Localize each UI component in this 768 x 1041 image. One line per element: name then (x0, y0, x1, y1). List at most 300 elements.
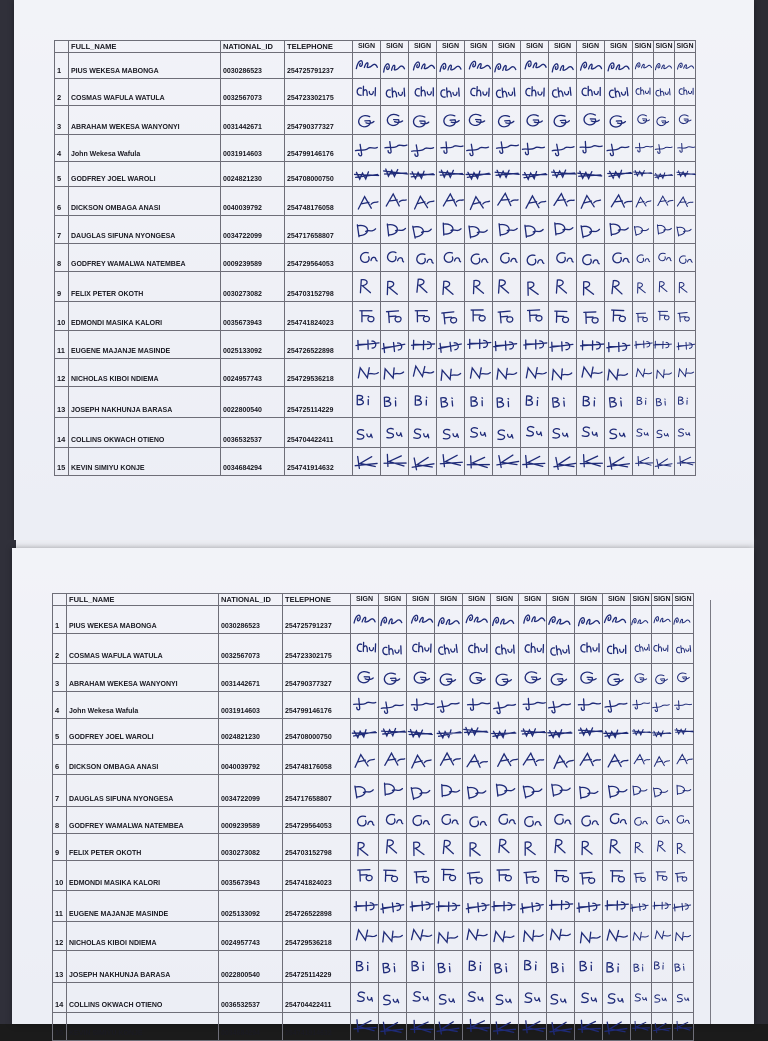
handwritten-signature (494, 278, 520, 296)
handwritten-signature (382, 139, 408, 157)
handwritten-signature (520, 669, 546, 687)
signature-cell (463, 922, 491, 951)
handwritten-signature (382, 221, 408, 239)
handwritten-signature (410, 57, 436, 75)
signature-cell (547, 861, 575, 891)
handwritten-signature (466, 249, 492, 267)
row-number: 6 (53, 745, 67, 775)
signature-cell (493, 387, 521, 418)
signature-cell (547, 807, 575, 834)
header-sign: SIGN (409, 41, 437, 53)
handwritten-signature (550, 192, 576, 210)
handwritten-signature (606, 111, 632, 129)
handwritten-signature (654, 364, 674, 382)
paper-sheet (14, 0, 754, 540)
handwritten-signature (410, 249, 436, 267)
handwritten-signature (520, 867, 546, 885)
signature-cell (633, 244, 654, 272)
handwritten-signature (492, 867, 518, 885)
signature-cell (575, 891, 603, 922)
signature-cell (519, 983, 547, 1013)
handwritten-signature (576, 867, 602, 885)
national-id-cell: 0032567073 (219, 634, 283, 664)
signature-cell (435, 606, 463, 634)
handwritten-signature (464, 611, 490, 629)
handwritten-signature (354, 336, 380, 354)
signature-cell (379, 775, 407, 807)
signature-cell (465, 135, 493, 162)
signature-cell (437, 135, 465, 162)
handwritten-signature (550, 393, 576, 411)
row-number: 15 (53, 1013, 67, 1041)
national-id-cell: 0030286523 (221, 53, 285, 79)
full-name-cell: GODFREY WAMALWA NATEMBEA (67, 807, 219, 834)
signature-cell (577, 135, 605, 162)
header-sign: SIGN (575, 594, 603, 606)
signature-cell (633, 418, 654, 448)
handwritten-signature (408, 1018, 434, 1036)
signature-cell (493, 216, 521, 244)
signature-cell (547, 606, 575, 634)
handwritten-signature (380, 811, 406, 829)
handwritten-signature (522, 336, 548, 354)
signature-cell (654, 448, 675, 476)
handwritten-signature (606, 278, 632, 296)
signature-cell (409, 302, 437, 331)
handwritten-signature (576, 696, 602, 714)
national-id-cell: 0035673943 (221, 302, 285, 331)
national-id-cell: 0031442671 (219, 664, 283, 692)
signature-cell (631, 891, 652, 922)
signature-cell (435, 861, 463, 891)
handwritten-signature (436, 927, 462, 945)
handwritten-signature (578, 192, 604, 210)
handwritten-signature (576, 611, 602, 629)
signature-cell (465, 106, 493, 135)
full-name-cell: DICKSON OMBAGA ANASI (67, 745, 219, 775)
signature-cell (605, 135, 633, 162)
signature-cell (631, 922, 652, 951)
handwritten-signature (576, 927, 602, 945)
handwritten-signature (631, 989, 651, 1007)
row-number: 7 (53, 775, 67, 807)
signature-cell (675, 162, 696, 187)
signature-cell (409, 135, 437, 162)
signature-cell (673, 775, 694, 807)
handwritten-signature (548, 611, 574, 629)
handwritten-signature (520, 958, 546, 976)
signature-cell (381, 244, 409, 272)
handwritten-signature (522, 139, 548, 157)
handwritten-signature (438, 364, 464, 382)
handwritten-signature (410, 307, 436, 325)
handwritten-signature (578, 393, 604, 411)
signature-cell (631, 834, 652, 861)
handwritten-signature (654, 307, 674, 325)
signature-cell (351, 891, 379, 922)
handwritten-signature (436, 897, 462, 915)
row-number: 13 (55, 387, 69, 418)
signature-cell (652, 606, 673, 634)
row-number: 1 (55, 53, 69, 79)
signature-cell (463, 983, 491, 1013)
full-name-cell: COSMAS WAFULA WATULA (67, 634, 219, 664)
full-name-cell: COSMAS WAFULA WATULA (69, 79, 221, 106)
handwritten-signature (494, 336, 520, 354)
handwritten-signature (408, 723, 434, 741)
signature-cell (381, 331, 409, 359)
signature-cell (633, 216, 654, 244)
signature-cell (465, 162, 493, 187)
handwritten-signature (675, 453, 695, 471)
handwritten-signature (522, 364, 548, 382)
signature-cell (633, 302, 654, 331)
signature-cell (549, 448, 577, 476)
header-sign: SIGN (521, 41, 549, 53)
handwritten-signature (354, 424, 380, 442)
telephone-cell: 254703152798 (283, 834, 351, 861)
full-name-cell: COLLINS OKWACH OTIENO (67, 983, 219, 1013)
handwritten-signature (604, 989, 630, 1007)
handwritten-signature (548, 723, 574, 741)
signature-cell (577, 418, 605, 448)
signature-cell (381, 216, 409, 244)
telephone-cell: 254723302175 (285, 79, 353, 106)
signature-cell (633, 53, 654, 79)
national-id-cell: 0030273082 (221, 272, 285, 302)
signature-cell (435, 807, 463, 834)
signature-cell (575, 719, 603, 745)
full-name-cell: DAUGLAS SIFUNA NYONGESA (69, 216, 221, 244)
handwritten-signature (654, 336, 674, 354)
signature-cell (437, 187, 465, 216)
signature-cell (521, 187, 549, 216)
signature-cell (631, 606, 652, 634)
handwritten-signature (550, 111, 576, 129)
signature-cell (652, 983, 673, 1013)
table-row (53, 983, 694, 1013)
signature-cell (379, 634, 407, 664)
signature-cell (353, 79, 381, 106)
header-sign: SIGN (351, 594, 379, 606)
handwritten-signature (464, 897, 490, 915)
header-sign: SIGN (491, 594, 519, 606)
signature-cell (351, 951, 379, 983)
signature-cell (381, 272, 409, 302)
signature-cell (519, 861, 547, 891)
signature-cell (547, 692, 575, 719)
table-row (53, 634, 694, 664)
handwritten-signature (548, 867, 574, 885)
signature-cell (652, 745, 673, 775)
signature-cell (379, 861, 407, 891)
handwritten-signature (654, 278, 674, 296)
handwritten-signature (408, 958, 434, 976)
handwritten-signature (673, 927, 693, 945)
handwritten-signature (494, 192, 520, 210)
handwritten-signature (380, 1018, 406, 1036)
signature-cell (353, 448, 381, 476)
signature-cell (493, 331, 521, 359)
signature-cell (353, 331, 381, 359)
signature-cell (603, 834, 631, 861)
handwritten-signature (578, 249, 604, 267)
table-row (53, 1013, 694, 1041)
signature-cell (575, 664, 603, 692)
signature-cell (631, 692, 652, 719)
signature-cell (605, 244, 633, 272)
handwritten-signature (466, 165, 492, 183)
header-national-id: NATIONAL_ID (219, 594, 283, 606)
handwritten-signature (633, 249, 653, 267)
signature-cell (463, 606, 491, 634)
handwritten-signature (578, 83, 604, 101)
signature-cell (465, 79, 493, 106)
signature-cell (491, 606, 519, 634)
signature-cell (381, 187, 409, 216)
signature-cell (603, 861, 631, 891)
national-id-cell: 0022800540 (221, 387, 285, 418)
header-sign: SIGN (673, 594, 694, 606)
handwritten-signature (631, 611, 651, 629)
handwritten-signature (652, 751, 672, 769)
signature-cell (407, 834, 435, 861)
signature-cell (353, 418, 381, 448)
handwritten-signature (408, 838, 434, 856)
handwritten-signature (550, 139, 576, 157)
handwritten-signature (408, 867, 434, 885)
handwritten-signature (576, 811, 602, 829)
handwritten-signature (654, 393, 674, 411)
signature-cell (435, 983, 463, 1013)
handwritten-signature (520, 782, 546, 800)
signature-cell (577, 302, 605, 331)
signature-cell (549, 106, 577, 135)
signature-cell (521, 448, 549, 476)
handwritten-signature (494, 453, 520, 471)
signature-cell (521, 387, 549, 418)
signature-cell (381, 135, 409, 162)
signature-cell (673, 951, 694, 983)
handwritten-signature (675, 139, 695, 157)
signature-table (54, 40, 696, 476)
handwritten-signature (466, 221, 492, 239)
signature-cell (491, 951, 519, 983)
handwritten-signature (494, 249, 520, 267)
header-sign: SIGN (652, 594, 673, 606)
signature-cell (654, 244, 675, 272)
signature-cell (575, 692, 603, 719)
table-row (53, 834, 694, 861)
handwritten-signature (466, 192, 492, 210)
signature-cell (409, 448, 437, 476)
signature-cell (379, 606, 407, 634)
signature-cell (407, 891, 435, 922)
handwritten-signature (631, 782, 651, 800)
handwritten-signature (633, 111, 653, 129)
telephone-cell: 254748176058 (285, 187, 353, 216)
signature-cell (652, 922, 673, 951)
handwritten-signature (464, 1018, 490, 1036)
header-sign: SIGN (463, 594, 491, 606)
handwritten-signature (633, 453, 653, 471)
handwritten-signature (520, 811, 546, 829)
signature-cell (603, 692, 631, 719)
handwritten-signature (410, 83, 436, 101)
national-id-cell: 0031914603 (219, 692, 283, 719)
handwritten-signature (352, 838, 378, 856)
signature-cell (654, 216, 675, 244)
signature-cell (675, 106, 696, 135)
handwritten-signature (604, 669, 630, 687)
handwritten-signature (631, 723, 651, 741)
signature-cell (675, 359, 696, 387)
signature-cell (549, 244, 577, 272)
handwritten-signature (382, 453, 408, 471)
signature-cell (652, 664, 673, 692)
signature-cell (675, 331, 696, 359)
signature-cell (409, 418, 437, 448)
signature-cell (675, 187, 696, 216)
national-id-cell: 0036532537 (219, 983, 283, 1013)
handwritten-signature (548, 696, 574, 714)
signature-cell (673, 692, 694, 719)
signature-cell (491, 834, 519, 861)
handwritten-signature (548, 989, 574, 1007)
telephone-cell: 254799146176 (283, 692, 351, 719)
handwritten-signature (548, 751, 574, 769)
signature-cell (633, 331, 654, 359)
telephone-cell: 254717658807 (283, 775, 351, 807)
signature-cell (519, 775, 547, 807)
signature-cell (521, 418, 549, 448)
handwritten-signature (466, 57, 492, 75)
table-row (55, 272, 696, 302)
signature-cell (491, 983, 519, 1013)
handwritten-signature (352, 897, 378, 915)
handwritten-signature (606, 364, 632, 382)
handwritten-signature (652, 640, 672, 658)
handwritten-signature (380, 640, 406, 658)
table-row (55, 244, 696, 272)
handwritten-signature (494, 364, 520, 382)
handwritten-signature (354, 57, 380, 75)
signature-cell (654, 418, 675, 448)
signature-cell (521, 79, 549, 106)
handwritten-signature (438, 57, 464, 75)
signature-cell (605, 387, 633, 418)
handwritten-signature (410, 364, 436, 382)
signature-cell (379, 922, 407, 951)
signature-cell (435, 692, 463, 719)
handwritten-signature (652, 782, 672, 800)
signature-cell (351, 983, 379, 1013)
handwritten-signature (675, 111, 695, 129)
signature-cell (379, 664, 407, 692)
signature-cell (605, 448, 633, 476)
table-row (55, 135, 696, 162)
signature-cell (652, 951, 673, 983)
full-name-cell: EUGENE MAJANJE MASINDE (67, 891, 219, 922)
handwritten-signature (673, 958, 693, 976)
handwritten-signature (631, 811, 651, 829)
row-number: 4 (53, 692, 67, 719)
handwritten-signature (633, 393, 653, 411)
signature-cell (575, 1013, 603, 1041)
handwritten-signature (436, 958, 462, 976)
national-id-cell: 0024957743 (219, 922, 283, 951)
row-number: 10 (55, 302, 69, 331)
signature-cell (351, 719, 379, 745)
signature-cell (652, 1013, 673, 1041)
header-full-name: FULL_NAME (67, 594, 219, 606)
handwritten-signature (408, 989, 434, 1007)
handwritten-signature (492, 640, 518, 658)
national-id-cell: 0024821230 (219, 719, 283, 745)
signature-cell (435, 891, 463, 922)
handwritten-signature (652, 696, 672, 714)
signature-cell (631, 983, 652, 1013)
signature-cell (353, 135, 381, 162)
signature-cell (521, 302, 549, 331)
handwritten-signature (578, 307, 604, 325)
signature-cell (435, 634, 463, 664)
signature-cell (521, 162, 549, 187)
handwritten-signature (606, 249, 632, 267)
handwritten-signature (436, 989, 462, 1007)
handwritten-signature (604, 696, 630, 714)
handwritten-signature (494, 57, 520, 75)
handwritten-signature (548, 927, 574, 945)
handwritten-signature (382, 364, 408, 382)
signature-cell (654, 387, 675, 418)
handwritten-signature (654, 424, 674, 442)
handwritten-signature (464, 927, 490, 945)
handwritten-signature (438, 336, 464, 354)
signature-cell (381, 387, 409, 418)
handwritten-signature (494, 424, 520, 442)
handwritten-signature (382, 336, 408, 354)
signature-cell (435, 719, 463, 745)
signature-cell (603, 606, 631, 634)
handwritten-signature (522, 453, 548, 471)
signature-cell (381, 79, 409, 106)
handwritten-signature (382, 57, 408, 75)
handwritten-signature (464, 723, 490, 741)
header-sign: SIGN (577, 41, 605, 53)
signature-cell (437, 79, 465, 106)
signature-cell (379, 807, 407, 834)
background-right (754, 540, 768, 1024)
handwritten-signature (522, 111, 548, 129)
table-row (55, 187, 696, 216)
handwritten-signature (550, 364, 576, 382)
signature-cell (491, 664, 519, 692)
handwritten-signature (652, 723, 672, 741)
handwritten-signature (548, 838, 574, 856)
signature-cell (409, 331, 437, 359)
signature-cell (381, 162, 409, 187)
signature-cell (521, 359, 549, 387)
signature-cell (575, 606, 603, 634)
signature-cell (351, 861, 379, 891)
signature-cell (407, 922, 435, 951)
signature-cell (407, 692, 435, 719)
handwritten-signature (380, 696, 406, 714)
header-sign: SIGN (519, 594, 547, 606)
handwritten-signature (382, 307, 408, 325)
handwritten-signature (354, 453, 380, 471)
